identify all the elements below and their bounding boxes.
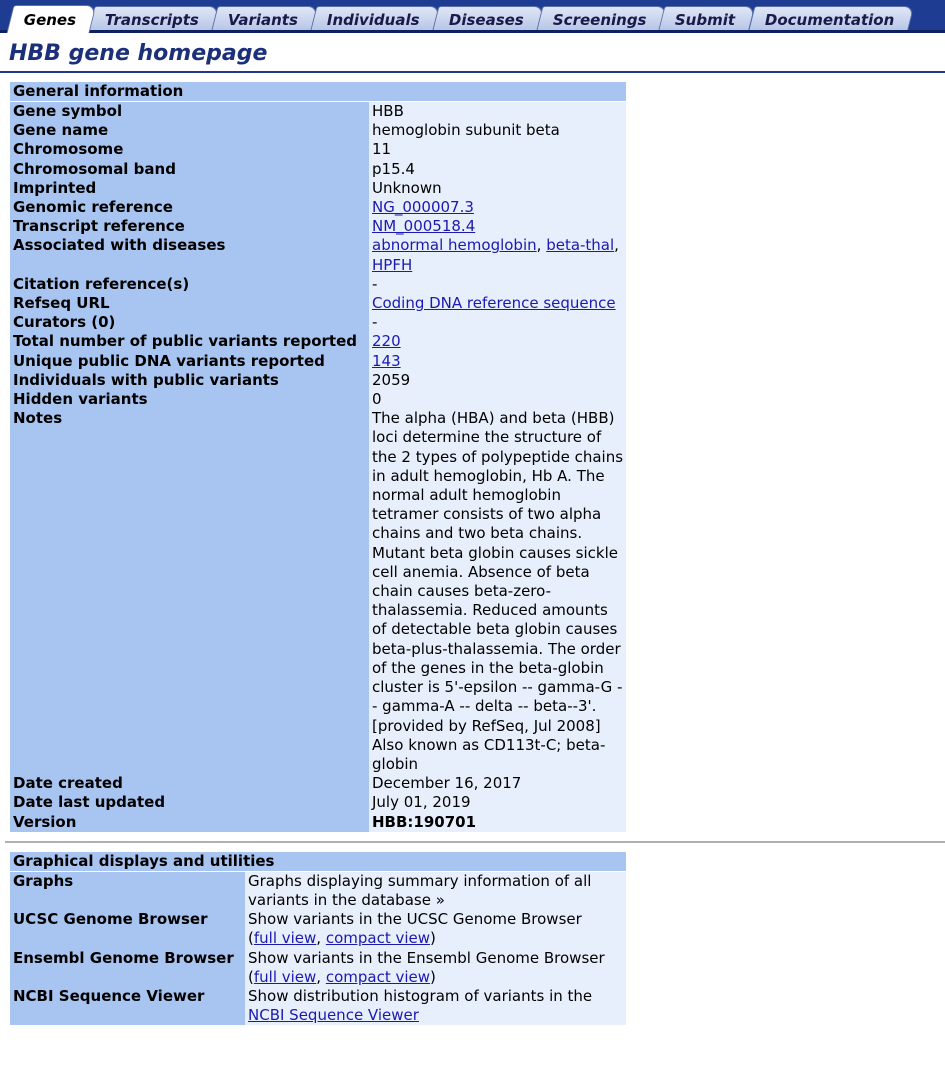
table-row	[10, 275, 626, 294]
tabs	[10, 6, 909, 33]
notes-label: Notes	[10, 409, 369, 774]
individuals-label: Individuals with public variants	[10, 371, 369, 390]
tab-individuals[interactable]: Individuals	[310, 6, 440, 33]
genomic-reference-link[interactable]: NG_000007.3	[372, 198, 474, 217]
tab-genes[interactable]: Genes	[7, 5, 97, 33]
table-row	[10, 390, 626, 409]
table-row	[10, 871, 626, 910]
table-row	[10, 313, 626, 332]
table-row	[10, 236, 626, 274]
ncbi-sequence-viewer-link[interactable]: NCBI Sequence Viewer	[248, 1006, 419, 1025]
ensembl-compact-view-link[interactable]: compact view	[325, 967, 431, 986]
unique-dna-variants-link[interactable]: 143	[372, 351, 401, 370]
total-public-variants-link[interactable]: 220	[372, 332, 401, 351]
refseq-url-link[interactable]: Coding DNA reference sequence	[372, 294, 616, 313]
table-row	[10, 409, 626, 774]
table-row: Ensembl Genome Browser Show variants in the Ensembl Genome Browser (full view, compact view)	[10, 949, 626, 987]
chromosome-label: Chromosome	[10, 140, 369, 159]
table-row	[10, 198, 626, 217]
version-value: HBB:190701	[369, 813, 626, 832]
table-row	[10, 352, 626, 371]
transcript-reference-label: Transcript reference	[10, 217, 369, 236]
associated-diseases-label: Associated with diseases	[10, 236, 369, 274]
table-row	[10, 140, 626, 159]
refseq-url-label: Refseq URL	[10, 294, 369, 313]
table-row	[10, 121, 626, 140]
associated-diseases-value: abnormal hemoglobin, beta-thal, HPFH	[369, 236, 626, 274]
graphical-displays-table	[10, 852, 626, 1026]
date-updated-value: July 01, 2019	[369, 793, 626, 812]
table-row	[10, 102, 626, 122]
ucsc-compact-view-link[interactable]: compact view	[325, 929, 431, 948]
individuals-value: 2059	[369, 371, 626, 390]
table-row	[10, 294, 626, 313]
table-row	[10, 217, 626, 236]
disease-link-beta-thal[interactable]: beta-thal	[546, 236, 615, 255]
table-row	[10, 987, 626, 1025]
date-updated-label: Date last updated	[10, 793, 369, 812]
transcript-reference-link[interactable]: NM_000518.4	[372, 217, 476, 236]
table-row	[10, 179, 626, 198]
gene-symbol-label: Gene symbol	[10, 102, 369, 122]
hidden-variants-label: Hidden variants	[10, 390, 369, 409]
chromosomal-band-value: p15.4	[369, 160, 626, 179]
table-row	[10, 332, 626, 351]
ensembl-description[interactable]: Show variants in the Ensembl Genome Browser	[248, 948, 605, 967]
version-label: Version	[10, 813, 369, 832]
tab-diseases[interactable]: Diseases	[432, 6, 545, 33]
table-row	[10, 774, 626, 793]
page-title: HBB gene homepage	[9, 41, 268, 66]
imprinted-value: Unknown	[369, 179, 626, 198]
general-information-table	[10, 82, 626, 832]
tab-transcripts[interactable]: Transcripts	[88, 6, 220, 33]
gene-name-label: Gene name	[10, 121, 369, 140]
title-rule	[0, 71, 945, 73]
ucsc-label: UCSC Genome Browser	[10, 910, 245, 948]
date-created-value: December 16, 2017	[369, 774, 626, 793]
gene-symbol-value: HBB	[369, 102, 626, 122]
tab-variants[interactable]: Variants	[211, 6, 319, 33]
chromosomal-band-label: Chromosomal band	[10, 160, 369, 179]
table-row: UCSC Genome Browser Show variants in the UCSC Genome Browser (full view, compact view)	[10, 910, 626, 948]
ncbi-label: NCBI Sequence Viewer	[10, 987, 245, 1025]
graphs-label: Graphs	[10, 871, 245, 910]
general-information-header: General information	[10, 82, 626, 102]
notes-value: The alpha (HBA) and beta (HBB) loci determine the structure of the 2 types of polypeptide chains in adult hemoglobin, Hb A. The normal adult hemoglobin tetramer consists of two alpha chains and two beta chains. Mutant beta globin causes sickle cell anemia. Absence of beta chain causes beta-zero-thalassemia. Reduced amounts of detectable beta globin causes beta-plus-thalassemia. The order of the genes in the beta-globin cluster is 5'-epsilon -- gamma-G -- gamma-A -- delta -- beta--3'. [provided by RefSeq, Jul 2008] Also known as CD113t-C; beta-globin	[369, 409, 626, 774]
ncbi-description: Show distribution histogram of variants in the	[248, 986, 593, 1005]
chromosome-value: 11	[369, 140, 626, 159]
ucsc-description[interactable]: Show variants in the UCSC Genome Browser	[248, 910, 582, 929]
table-row	[10, 371, 626, 390]
disease-link-hpfh[interactable]: HPFH	[372, 255, 413, 274]
total-public-variants-label: Total number of public variants reported	[10, 332, 369, 351]
ucsc-full-view-link[interactable]: full view	[253, 929, 317, 948]
imprinted-label: Imprinted	[10, 179, 369, 198]
citation-value: -	[369, 275, 626, 294]
tab-documentation[interactable]: Documentation	[747, 6, 914, 33]
disease-link-abnormal-hemoglobin[interactable]: abnormal hemoglobin	[372, 236, 537, 255]
date-created-label: Date created	[10, 774, 369, 793]
tab-submit[interactable]: Submit	[658, 6, 756, 33]
gene-name-value: hemoglobin subunit beta	[369, 121, 626, 140]
table-row	[10, 813, 626, 832]
graphs-value[interactable]: Graphs displaying summary information of all variants in the database »	[245, 871, 626, 910]
graphical-displays-header: Graphical displays and utilities	[10, 852, 626, 872]
tab-screenings[interactable]: Screenings	[535, 6, 666, 33]
ensembl-label: Ensembl Genome Browser	[10, 949, 245, 987]
curators-label: Curators (0)	[10, 313, 369, 332]
hidden-variants-value: 0	[369, 390, 626, 409]
table-row	[10, 793, 626, 812]
ensembl-full-view-link[interactable]: full view	[253, 967, 317, 986]
curators-value: -	[369, 313, 626, 332]
unique-dna-variants-label: Unique public DNA variants reported	[10, 352, 369, 371]
genomic-reference-label: Genomic reference	[10, 198, 369, 217]
section-divider	[5, 841, 945, 843]
tab-bar	[0, 0, 945, 33]
table-row	[10, 160, 626, 179]
citation-label: Citation reference(s)	[10, 275, 369, 294]
